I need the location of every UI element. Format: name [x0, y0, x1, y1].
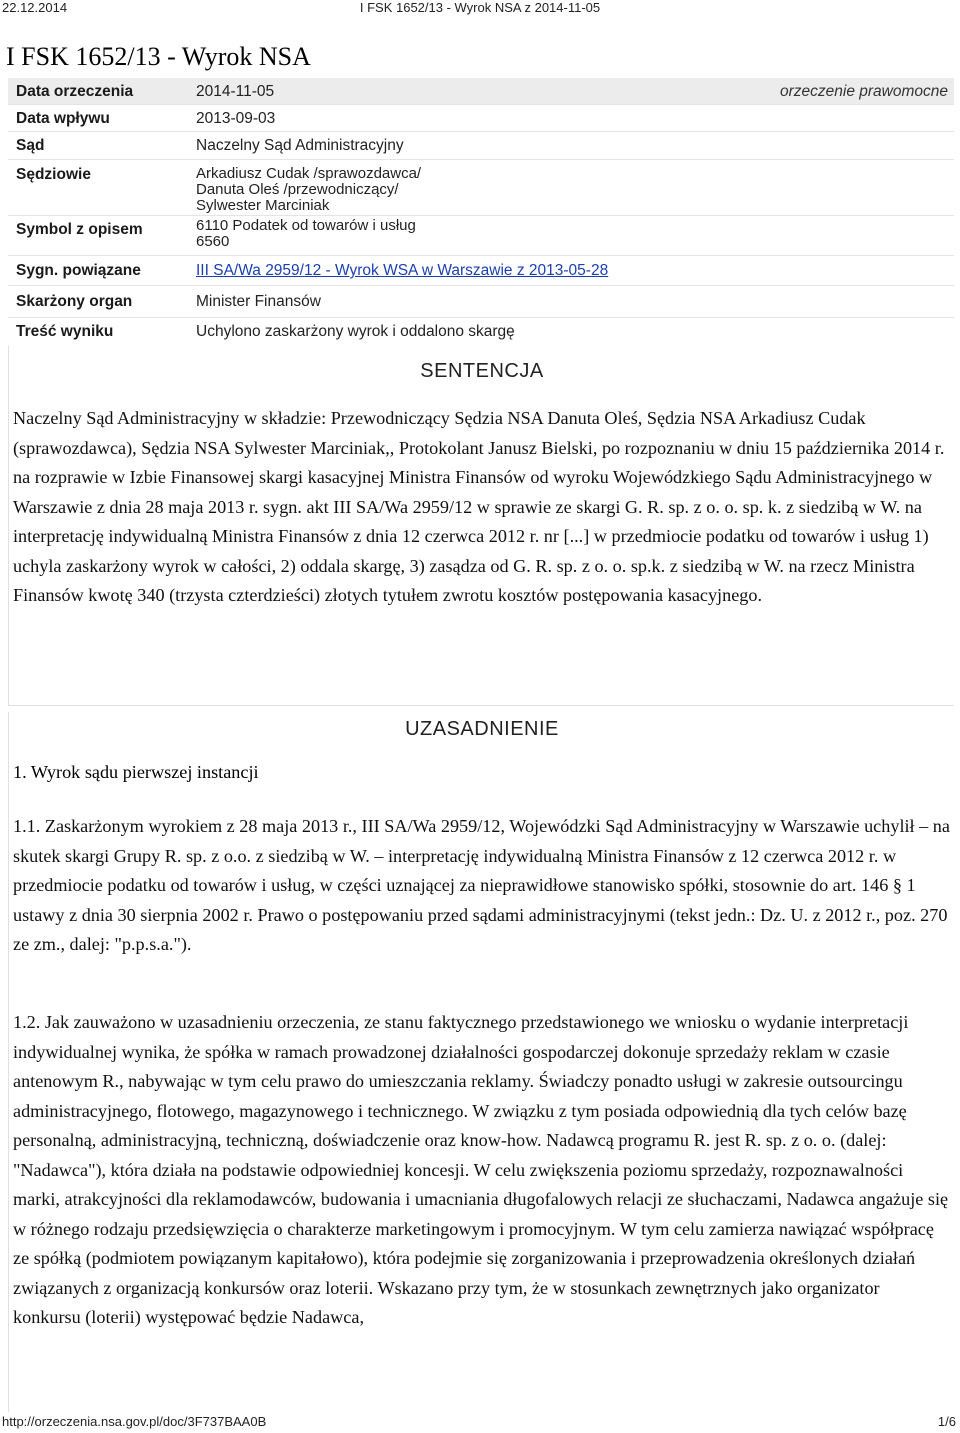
print-url: http://orzeczenia.nsa.gov.pl/doc/3F737BAA0B	[2, 1414, 267, 1429]
symbol-2: 6560	[196, 233, 230, 250]
label-tresc-wyniku: Treść wyniku	[16, 323, 114, 340]
label-data-wplywu: Data wpływu	[16, 110, 110, 127]
page-number: 1/6	[937, 1414, 956, 1429]
sentencja-text: Naczelny Sąd Administracyjny w składzie: Przewodniczący Sędzia NSA Danuta Oleś, Sędzia NSA Arkadiusz Cudak (sprawozdawca), Sędzia NSA Sylwester Marciniak,, Protokolant Janusz Bielski, po rozpoznaniu w dniu 15 października 2014 r. na rozprawie w Izbie Finansowej skargi kasacyjnej Ministra Finansów od wyroku Wojewódzkiego Sądu Administracyjnego w Warszawie z dnia 28 maja 2013 r. sygn. akt III SA/Wa 2959/12 w sprawie ze skargi G. R. sp. z o. o. sp. k. z siedzibą w W. na interpretację indywidualną Ministra Finansów z dnia 12 czerwca 2012 r. nr [...] w przedmiocie podatku od towarów i usług 1) uchyla zaskarżony wyrok w całości, 2) oddala skargę, 3) zasądza od G. R. sp. z o. o. sp.k. z siedzibą w W. na rzecz Ministra Finansów kwotę 340 (trzysta czterdzieści) złotych tytułem zwrotu kosztów postępowania kasacyjnego.	[13, 408, 945, 605]
row-data-wplywu	[8, 105, 954, 132]
label-sygn-powiazane: Sygn. powiązane	[16, 262, 141, 279]
symbol-1: 6110 Podatek od towarów i usług	[196, 217, 416, 234]
label-data-orzeczenia: Data orzeczenia	[16, 83, 134, 100]
print-footer	[0, 1414, 960, 1433]
label-skarzony-organ: Skarżony organ	[16, 293, 133, 310]
value-skarzony-organ: Minister Finansów	[196, 293, 321, 310]
value-data-wplywu: 2013-09-03	[196, 110, 276, 127]
row-symbol	[8, 216, 954, 256]
label-sad: Sąd	[16, 137, 45, 154]
value-symbol	[184, 216, 954, 255]
uzasadnienie-heading: UZASADNIENIE	[405, 718, 559, 740]
row-tresc-wyniku	[8, 318, 954, 346]
uzasadnienie-subheading: 1. Wyrok sądu pierwszej instancji	[13, 762, 259, 782]
print-document-title: I FSK 1652/13 - Wyrok NSA z 2014-11-05	[359, 0, 601, 15]
related-case-link[interactable]: III SA/Wa 2959/12 - Wyrok WSA w Warszawie z 2013-05-28	[196, 262, 609, 279]
page-title: I FSK 1652/13 - Wyrok NSA	[6, 42, 311, 71]
row-sygn-powiazane	[8, 256, 954, 286]
sentencja-heading: SENTENCJA	[420, 360, 544, 382]
row-sedziowie	[8, 160, 954, 216]
uzasadnienie-section	[8, 712, 954, 1412]
label-sedziowie: Sędziowie	[16, 166, 91, 183]
row-sad	[8, 132, 954, 160]
judge-2: Danuta Oleś /przewodniczący/	[196, 181, 399, 198]
judge-1: Arkadiusz Cudak /sprawozdawca/	[196, 165, 422, 182]
print-header	[0, 0, 960, 18]
status-badge: orzeczenie prawomocne	[779, 83, 948, 100]
data-orzeczenia-text: 2014-11-05	[196, 83, 275, 100]
judge-3: Sylwester Marciniak	[196, 197, 330, 214]
row-data-orzeczenia	[8, 78, 954, 105]
print-date: 22.12.2014	[2, 0, 68, 15]
value-sygn-powiazane	[184, 256, 954, 285]
value-data-orzeczenia	[184, 78, 954, 104]
value-sad: Naczelny Sąd Administracyjny	[196, 137, 404, 154]
row-skarzony-organ	[8, 286, 954, 318]
value-tresc-wyniku: Uchylono zaskarżony wyrok i oddalono skargę	[196, 323, 515, 340]
metadata-table	[8, 78, 954, 346]
sentencja-section	[8, 346, 954, 706]
value-sedziowie	[184, 166, 954, 215]
uzasadnienie-paragraph-2: 1.2. Jak zauważono w uzasadnieniu orzeczenia, ze stanu faktycznego przedstawionego we wniosku o wydanie interpretacji indywidualnej wynika, że spółka w ramach prowadzonej działalności gospodarczej dokonuje sprzedaży reklam w czasie antenowym R., nabywając w tym celu prawo do umieszczania reklamy. Świadczy ponadto usługi w zakresie outsourcingu administracyjnego, flotowego, magazynowego i technicznego. W związku z tym posiada odpowiednią dla tych celów bazę personalną, administracyjną, techniczną, doświadczenie oraz know-how. Nadawcą programu R. jest R. sp. z o. o. (dalej: "Nadawca"), która działa na podstawie odpowiedniej koncesji. W celu zwiększenia poziomu sprzedaży, rozpoznawalności marki, atrakcyjności dla reklamodawców, budowania i umacniania długofalowych relacji ze słuchaczami, Nadawca angażuje się w różnego rodzaju przedsięwzięcia o charakterze marketingowym i promocyjnym. W tym celu zamierza nawiązać współpracę ze spółką (podmiotem powiązanym kapitałowo), która podejmie się zorganizowania i przeprowadzenia określonych działań związanych z organizacją konkursów oraz loterii. Wskazano przy tym, że w stosunkach zewnętrznych jako organizator konkursu (loterii) występować będzie Nadawca,	[13, 1012, 949, 1327]
label-symbol: Symbol z opisem	[16, 221, 143, 238]
uzasadnienie-paragraph-1: 1.1. Zaskarżonym wyrokiem z 28 maja 2013 r., III SA/Wa 2959/12, Wojewódzki Sąd Administracyjny w Warszawie uchylił – na skutek skargi Grupy R. sp. z o.o. z siedzibą w W. – interpretację indywidualną Ministra Finansów z 12 czerwca 2012 r. w przedmiocie podatku od towarów i usług, w części uznającej za nieprawidłowe stanowisko spółki, stosownie do art. 146 § 1 ustawy z dnia 30 sierpnia 2002 r. Prawo o postępowaniu przed sądami administracyjnymi (tekst jedn.: Dz. U. z 2012 r., poz. 270 ze zm., dalej: "p.p.s.a.").	[13, 816, 950, 954]
